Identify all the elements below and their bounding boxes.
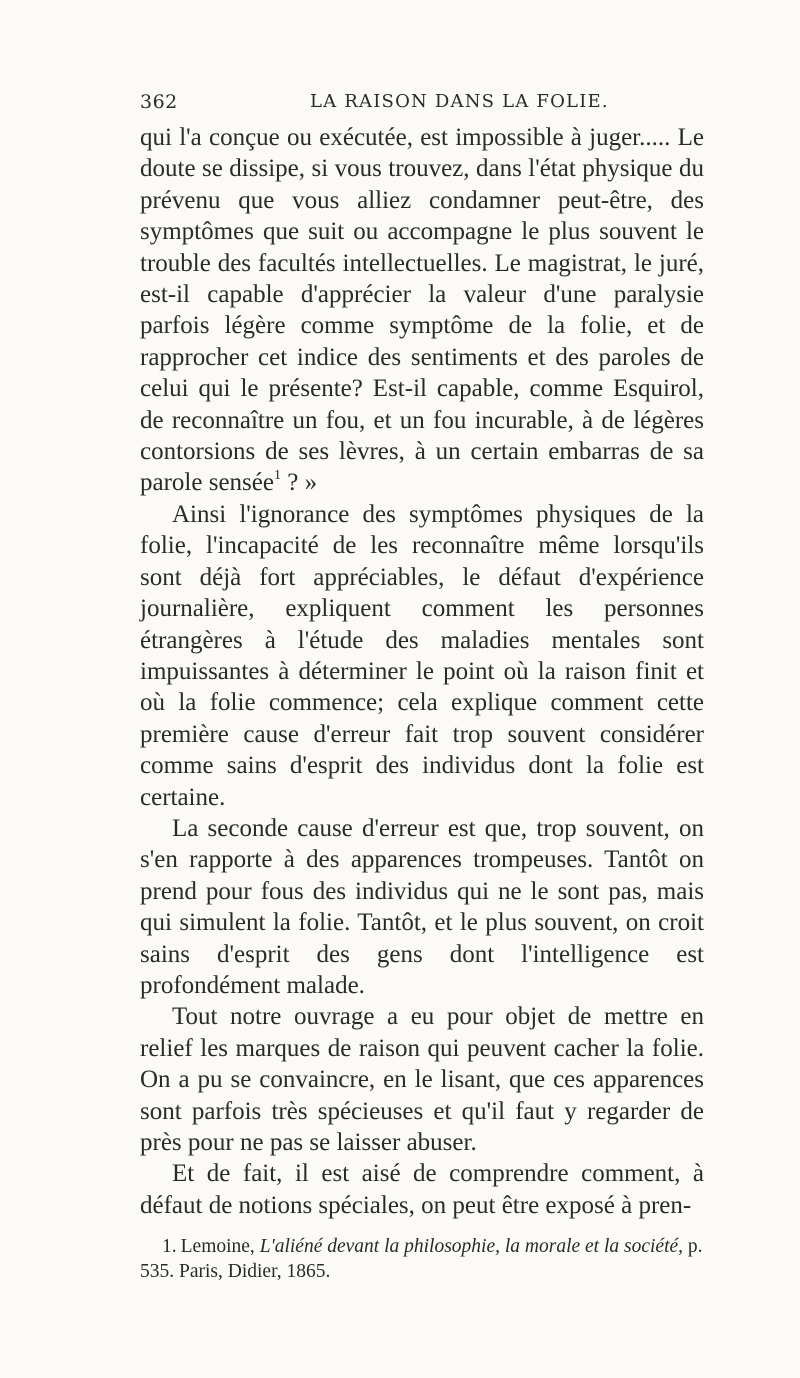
running-title: LA RAISON DANS LA FOLIE. bbox=[310, 91, 609, 112]
body-text bbox=[140, 122, 704, 1221]
footnote-title: L'aliéné devant la philosophie, la morale et la société bbox=[259, 1236, 679, 1257]
paragraph-1-text: qui l'a conçue ou exécutée, est impossible à juger..... Le doute se dissipe, si vous trouvez, dans l'état physique du prévenu que vous alliez condamner peut-être, des symptômes que suit ou accompagne le plus souvent le trouble des facultés intellectuelles. Le magistrat, le juré, est-il capable d'apprécier la valeur d'une paralysie parfois légère comme symptôme de la folie, et de rapprocher cet indice des sentiments et des paroles de celui qui le présente? Est-il capable, comme Esquirol, de reconnaître un fou, et un fou incurable, à de légères contorsions de ses lèvres, à un certain embarras de sa parole sensée bbox=[140, 124, 704, 497]
paragraph-3: La seconde cause d'erreur est que, trop souvent, on s'en rapporte à des apparences trompeuses. Tantôt on prend pour fous des individus qui ne le sont pas, mais qui simulent la folie. Tantôt, et le plus souvent, on croit sains d'esprit des gens dont l'intelligence est profondément malade. bbox=[140, 814, 704, 999]
running-head bbox=[140, 91, 700, 117]
footnote-rest: , p. 535. Paris, Didier, 1865. bbox=[140, 1236, 703, 1282]
footnote-reference: 1 bbox=[273, 468, 281, 484]
paragraph-1 bbox=[140, 122, 704, 499]
paragraph-5: Et de fait, il est aisé de comprendre comment, à défaut de notions spéciales, on peut être exposé à pren- bbox=[140, 1160, 704, 1219]
footnote-author: Lemoine, bbox=[180, 1236, 260, 1257]
paragraph-2: Ainsi l'ignorance des symptômes physiques de la folie, l'incapacité de les reconnaître même lorsqu'ils sont déjà fort appréciables, le défaut d'expérience journalière, expliquent comment les personnes étrangères à l'étude des maladies mentales sont impuissantes à déterminer le point où la raison finit et où la folie commence; cela explique comment cette première cause d'erreur fait trop souvent considérer comme sains d'esprit des individus dont la folie est certaine. bbox=[140, 500, 704, 811]
page-number: 362 bbox=[140, 91, 178, 113]
footnote-number: 1. bbox=[162, 1236, 177, 1257]
footnote bbox=[140, 1234, 704, 1284]
paragraph-1-end: ? » bbox=[280, 469, 318, 497]
paragraph-4: Tout notre ouvrage a eu pour objet de mettre en relief les marques de raison qui peuvent cacher la folie. On a pu se convaincre, en le lisant, que ces apparences sont parfois très spécieuses et qu'il faut y regarder de près pour ne pas se laisser abuser. bbox=[140, 1003, 704, 1156]
